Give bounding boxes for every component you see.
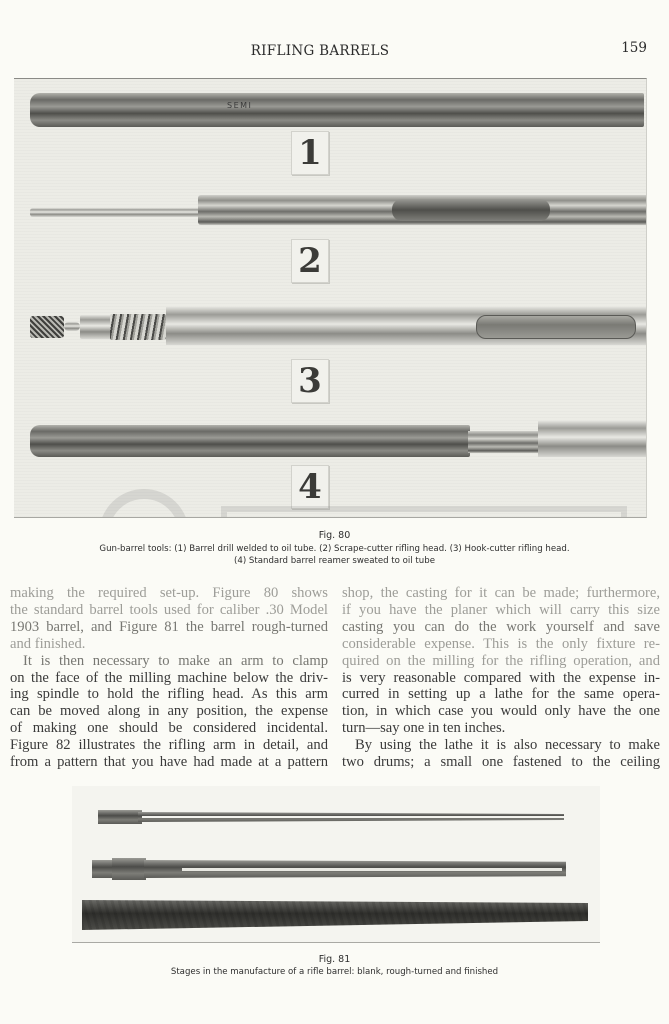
reamer-flutes <box>30 425 470 457</box>
paragraph <box>342 737 660 771</box>
pilot-stem <box>30 208 202 217</box>
text-line: It is then necessary to make an arm to clamp <box>23 652 328 669</box>
text-line: 1903 barrel, and Figure 81 the barrel rough-turned <box>10 618 328 635</box>
body-column-right <box>342 585 660 771</box>
text-line: considerable expense. This is the only fixture re- <box>342 635 660 652</box>
drill-flute <box>392 199 550 221</box>
figure-80-photo <box>14 78 647 518</box>
text-line: By using the lathe it is also necessary to make <box>355 737 660 754</box>
figure-80-label: Fig. 80 <box>318 530 351 541</box>
engraving-text: SEMI <box>227 101 253 110</box>
figure-81-photo <box>72 786 600 943</box>
barrel-blank-body <box>82 900 588 930</box>
text-line: and finished. <box>10 635 86 652</box>
barrel-rough-turned <box>72 842 600 892</box>
stem <box>64 322 80 331</box>
tool-3-hook-cutter <box>14 305 646 345</box>
text-line: is very reasonable compared with the expense in- <box>342 669 660 686</box>
figure-81-label: Fig. 81 <box>318 954 351 965</box>
paragraph <box>342 585 660 737</box>
number-card-4: 4 <box>291 465 329 509</box>
barrel-blank <box>72 894 600 938</box>
threaded-section <box>110 314 166 340</box>
collar <box>80 315 112 339</box>
text-line: tion, in which case you would only have the one <box>342 703 660 720</box>
number-card-2: 2 <box>291 239 329 283</box>
text-line: two drums; a small one fastened to the ceiling <box>342 754 660 771</box>
text-line: Figure 82 illustrates the rifling arm in detail, and <box>10 737 328 754</box>
text-line: if you have the planer which will carry this size <box>342 601 660 618</box>
text-line: making the required set-up. Figure 80 shows <box>10 585 328 601</box>
barrel-breech <box>98 810 142 824</box>
figure-80-caption-line1: Gun-barrel tools: (1) Barrel drill welded to oil tube. (2) Scrape-cutter rifling head. (3) Hook-cutter rifling head. <box>99 544 570 554</box>
paragraph <box>10 585 328 653</box>
text-line: on the face of the milling machine below the driv- <box>10 669 328 686</box>
paragraph <box>10 653 328 771</box>
number-card-3: 3 <box>291 359 329 403</box>
text-line: from a pattern that you have had made at a pattern <box>10 754 328 771</box>
text-line: casting you can do the work yourself and save <box>342 618 660 635</box>
text-line: shop, the casting for it can be made; furthermore, <box>342 585 660 601</box>
text-line: can be moved along in any position, the expense <box>10 703 328 720</box>
figure-81-caption: Stages in the manufacture of a rifle barrel: blank, rough-turned and finished <box>170 967 499 977</box>
tool-4-barrel-reamer <box>14 417 646 461</box>
reamer-neck <box>468 431 540 453</box>
tool-1-barrel-drill <box>14 79 646 139</box>
page-number: 159 <box>621 40 647 56</box>
running-title: RIFLING BARRELS <box>250 43 390 59</box>
barrel-finished <box>72 786 600 836</box>
figure-80-caption-line2: (4) Standard barrel reamer sweated to oil tube <box>234 556 435 566</box>
knurled-knob <box>30 316 64 338</box>
highlight <box>182 868 562 871</box>
tool-2-scrape-cutter <box>14 187 646 227</box>
body-column-left <box>10 585 328 771</box>
watermark <box>84 489 644 518</box>
cutter-slot <box>476 315 636 339</box>
barrel-shank <box>112 858 146 880</box>
text-line: turn—say one in ten inches. <box>342 720 506 737</box>
highlight <box>142 816 566 818</box>
text-line: of making one should be considered incidental. <box>10 720 328 737</box>
oil-tube <box>30 93 644 127</box>
running-head <box>0 40 669 64</box>
text-line: curred in setting up a lathe for the same opera- <box>342 686 660 703</box>
text-line: ing spindle to hold the rifling head. As this arm <box>10 686 328 703</box>
text-line: quired on the milling for the rifling operation, and <box>342 652 660 669</box>
oil-tube <box>538 421 646 457</box>
text-line: the standard barrel tools used for caliber .30 Model <box>10 601 328 618</box>
barrel-breech <box>92 860 114 878</box>
number-card-1: 1 <box>291 131 329 175</box>
